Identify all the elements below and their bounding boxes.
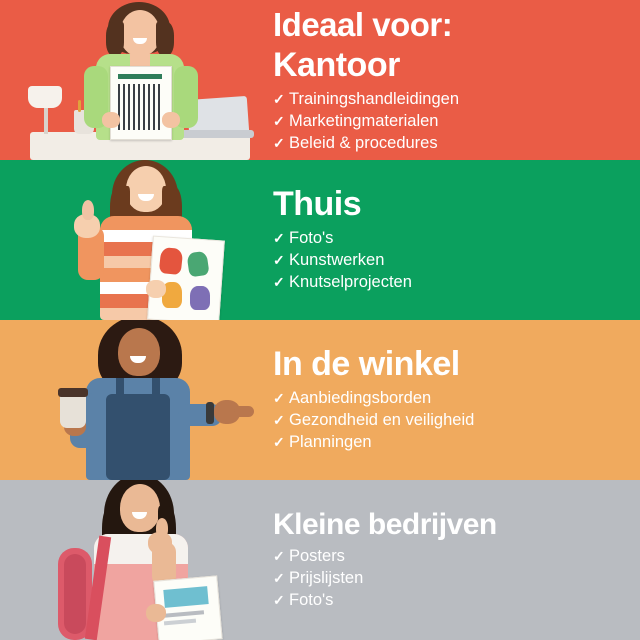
small-business-bullet-list bbox=[273, 546, 640, 611]
section-small-business bbox=[0, 480, 640, 640]
list-item-label: Trainingshandleidingen bbox=[289, 90, 460, 109]
check-icon: ✓ bbox=[273, 433, 285, 450]
list-item bbox=[273, 432, 640, 454]
list-item-label: Posters bbox=[289, 547, 345, 566]
home-title: Thuis bbox=[273, 184, 362, 223]
check-icon: ✓ bbox=[273, 390, 285, 407]
check-icon: ✓ bbox=[273, 112, 285, 129]
list-item bbox=[273, 546, 640, 568]
shop-bullet-list bbox=[273, 388, 640, 453]
list-item bbox=[273, 111, 640, 133]
list-item-label: Beleid & procedures bbox=[289, 133, 438, 152]
office-bullet-list bbox=[273, 89, 640, 154]
list-item-label: Foto's bbox=[289, 229, 334, 248]
home-photo bbox=[0, 160, 255, 320]
home-bullet-list bbox=[273, 228, 640, 293]
check-icon: ✓ bbox=[273, 273, 285, 290]
shop-title: In de winkel bbox=[273, 344, 460, 383]
section-home bbox=[0, 160, 640, 320]
home-text bbox=[255, 160, 640, 320]
check-icon: ✓ bbox=[273, 411, 285, 428]
list-item bbox=[273, 568, 640, 590]
office-title: Kantoor bbox=[273, 45, 400, 84]
small-business-text bbox=[255, 480, 640, 640]
list-item-label: Foto's bbox=[289, 590, 334, 609]
list-item-label: Knutselprojecten bbox=[289, 272, 412, 291]
office-text bbox=[255, 0, 640, 160]
check-icon: ✓ bbox=[273, 134, 285, 151]
shop-text bbox=[255, 320, 640, 480]
list-item bbox=[273, 228, 640, 250]
list-item-label: Aanbiedingsborden bbox=[289, 389, 432, 408]
list-item bbox=[273, 250, 640, 272]
list-item-label: Gezondheid en veiligheid bbox=[289, 410, 475, 429]
list-item bbox=[273, 272, 640, 294]
list-item-label: Marketingmaterialen bbox=[289, 111, 439, 130]
section-office bbox=[0, 0, 640, 160]
small-business-title: Kleine bedrijven bbox=[273, 507, 497, 541]
poster-heading: Ideaal voor: bbox=[273, 5, 453, 43]
check-icon: ✓ bbox=[273, 251, 285, 268]
check-icon: ✓ bbox=[273, 230, 285, 247]
check-icon: ✓ bbox=[273, 569, 285, 586]
list-item bbox=[273, 133, 640, 155]
shop-photo bbox=[0, 320, 255, 480]
check-icon: ✓ bbox=[273, 548, 285, 565]
office-photo bbox=[0, 0, 255, 160]
list-item bbox=[273, 590, 640, 612]
check-icon: ✓ bbox=[273, 591, 285, 608]
list-item bbox=[273, 89, 640, 111]
list-item-label: Kunstwerken bbox=[289, 250, 385, 269]
list-item-label: Planningen bbox=[289, 432, 372, 451]
list-item bbox=[273, 388, 640, 410]
section-shop bbox=[0, 320, 640, 480]
list-item bbox=[273, 410, 640, 432]
small-business-photo bbox=[0, 480, 255, 640]
list-item-label: Prijslijsten bbox=[289, 568, 364, 587]
check-icon: ✓ bbox=[273, 91, 285, 108]
